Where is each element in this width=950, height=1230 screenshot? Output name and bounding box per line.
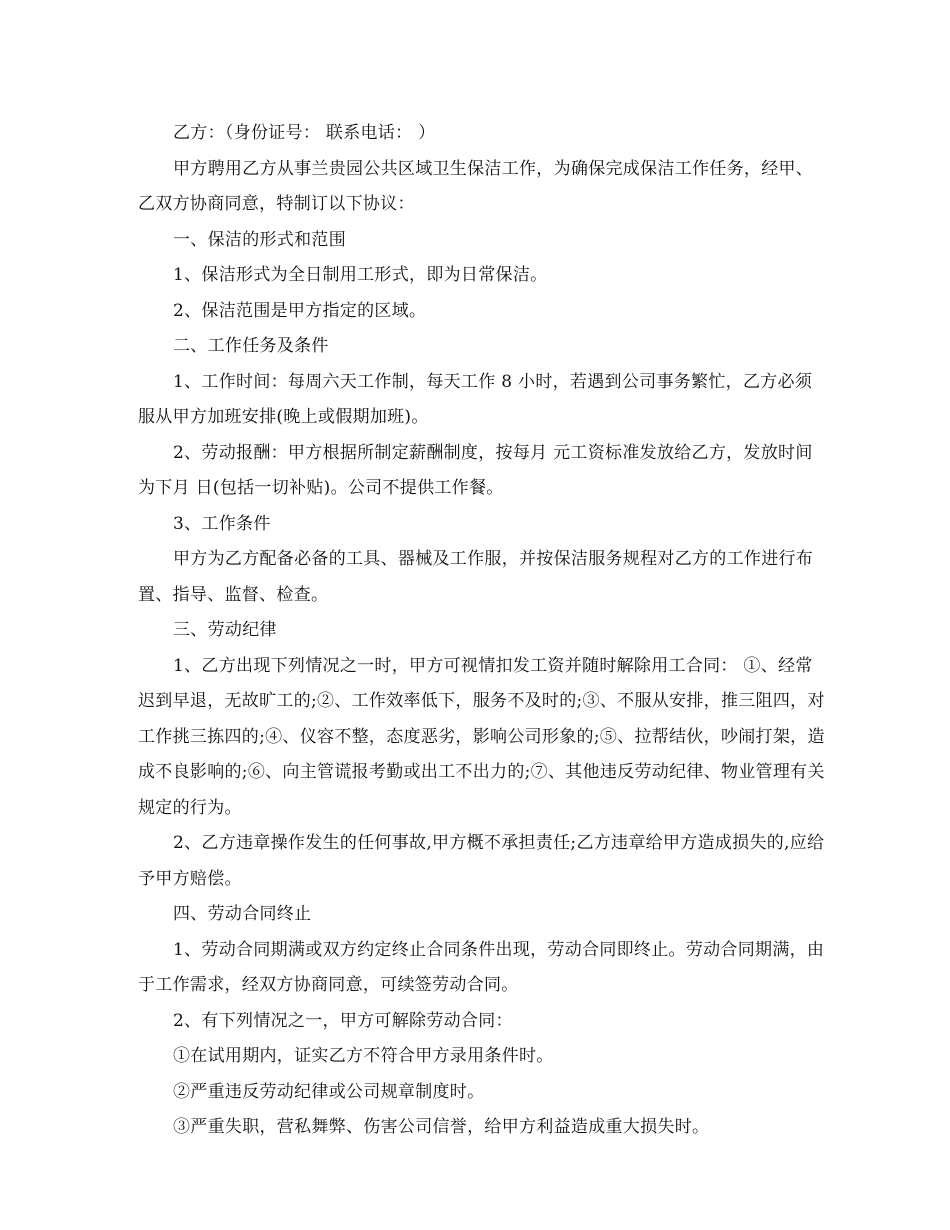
clause-3-2: 2、乙方违章操作发生的任何事故,甲方概不承担责任;乙方违章给甲方造成损失的,应给予甲方赔偿。 [138,833,825,889]
clause-4-2-item-3: ③严重失职，营私舞弊、伤害公司信誉，给甲方利益造成重大损失时。 [173,1117,710,1137]
clause-2-3-body: 甲方为乙方配备必备的工具、器械及工作服，并按保洁服务规程对乙方的工作进行布置、指导、监督、检查。 [138,549,814,605]
clause-4-2-item-2: ②严重违反劳动纪律或公司规章制度时。 [173,1081,485,1102]
section-heading-3: 三、劳动纪律 [173,620,277,640]
clause-2-2: 2、劳动报酬：甲方根据所制定薪酬制度，按每月 元工资标准发放给乙方，发放时间为下月 日(包括一切补贴)。公司不提供工作餐。 [138,442,813,498]
clause-4-2-item-1: ①在试用期内，证实乙方不符合甲方录用条件时。 [173,1046,554,1066]
intro-paragraph: 甲方聘用乙方从事兰贵园公共区域卫生保洁工作，为确保完成保洁工作任务，经甲、乙双方协商同意，特制订以下协议： [138,158,814,214]
document-body [138,116,828,1146]
clause-4-2: 2、有下列情况之一，甲方可解除劳动合同： [173,1010,513,1031]
clause-2-3-heading: 3、工作条件 [173,513,271,534]
clause-2-1: 1、工作时间：每周六天工作制，每天工作 8 小时，若遇到公司事务繁忙，乙方必须服从甲方加班安排(晚上或假期加班)。 [138,371,813,427]
section-heading-4: 四、劳动合同终止 [173,904,312,924]
section-heading-1: 一、保洁的形式和范围 [173,229,346,250]
clause-1-2: 2、保洁范围是甲方指定的区域。 [173,300,427,321]
clause-4-1: 1、劳动合同期满或双方约定终止合同条件出现，劳动合同即终止。劳动合同期满，由于工作需求，经双方协商同意，可续签劳动合同。 [138,939,825,995]
section-heading-2: 二、工作任务及条件 [173,336,329,356]
party-b-line: 乙方：（身份证号： 联系电话： ） [173,123,436,143]
clause-3-1: 1、乙方出现下列情况之一时，甲方可视情扣发工资并随时解除用工合同： ①、经常迟到早退，无故旷工的;②、工作效率低下，服务不及时的;③、不服从安排，推三阻四，对工作挑三拣四的;④、仪容不整，态度恶劣，影响公司形象的;⑤、拉帮结伙，吵闹打架，造成不良影响的;⑥、向主管谎报考勤或出工不出力的;⑦、其他违反劳动纪律、物业管理有关规定的行为。 [138,655,825,818]
clause-1-1: 1、保洁形式为全日制用工形式，即为日常保洁。 [173,265,548,285]
